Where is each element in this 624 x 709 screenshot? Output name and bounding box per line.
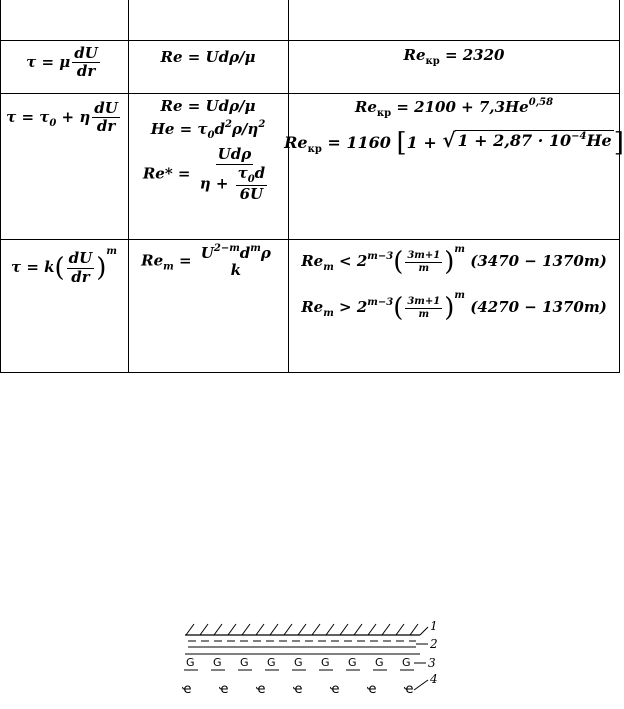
critical-reynolds-bingham-1: $Re_{кр} = 2100 + 7,3He^{0,58}$	[354, 97, 554, 119]
row3-reynolds	[128, 243, 288, 280]
row2-law	[0, 100, 128, 136]
svg-text:ҽ: ҽ	[330, 682, 340, 697]
svg-text:ҽ: ҽ	[182, 682, 192, 697]
reynolds-formula-2: Re = Udρ/μ	[160, 97, 256, 115]
svg-text:G: G	[375, 656, 384, 669]
header-cell-2	[128, 0, 288, 40]
hedstrom-formula: $He = \tau_0d^2\rho/\eta^2$	[150, 118, 266, 141]
svg-text:G: G	[240, 656, 249, 669]
critical-reynolds-formula: $Re_{кр} = 2320$	[403, 46, 505, 67]
turbulent-core	[182, 682, 413, 697]
row3-law	[0, 246, 128, 286]
svg-text:G: G	[348, 656, 357, 669]
power-law-reynolds-formula: $Re_m$ = $U^{2-m}d^m\rho$ k	[141, 243, 271, 280]
table-rule-bottom	[0, 372, 620, 373]
label-4: 4	[430, 672, 438, 686]
svg-text:ҽ: ҽ	[256, 682, 266, 697]
svg-text:G: G	[267, 656, 276, 669]
table-rule-2	[0, 93, 620, 94]
critical-reynolds-bingham-2: $Re_{кр} = 1160$ [1 + √ $1 + 2,87 \cdot 10^{-4}He$ ]	[284, 127, 624, 158]
svg-text:ҽ: ҽ	[219, 682, 229, 697]
flow-layers-svg	[0, 600, 620, 705]
table-rule-1	[0, 40, 620, 41]
critical-reynolds-power-lower: $Re_m < 2^{m-3}$( $\frac{3m+1}{m}$ )$^m$ (3470 − 1370m)	[301, 244, 607, 277]
modified-reynolds-formula: Re* = Udρ η + $\frac{\tau_0d}{6U}$	[142, 145, 266, 203]
flow-layers-diagram	[0, 600, 620, 705]
label-2: 2	[430, 637, 438, 651]
critical-reynolds-power-upper: $Re_m > 2^{m-3}$( $\frac{3m+1}{m}$ )$^m$ (4270 − 1370m)	[301, 290, 607, 323]
row2-critical	[284, 97, 624, 159]
row3-critical	[288, 244, 620, 325]
svg-text:ҽ: ҽ	[293, 682, 303, 697]
svg-text:G: G	[294, 656, 303, 669]
label-leaders	[414, 627, 428, 690]
power-law-formula: τ = k( $\frac{dU}{dr}$ )$^m$	[11, 246, 117, 286]
newtonian-law-formula: τ = μ $\frac{dU}{dr}$	[26, 44, 98, 81]
reynolds-formula: Re = Udρ/μ	[160, 48, 256, 66]
header-cell-1	[0, 0, 128, 40]
svg-text:G: G	[321, 656, 330, 669]
bingham-law-formula: $\tau = \tau_0 + \eta$ $\frac{dU}{dr}$	[6, 99, 118, 136]
transitional-layer	[184, 654, 420, 670]
svg-text:G: G	[186, 656, 195, 669]
laminar-sublayer	[188, 641, 416, 647]
table-rule-3	[0, 239, 620, 240]
svg-text:ҽ: ҽ	[367, 682, 377, 697]
row1-reynolds	[128, 48, 288, 67]
label-3: 3	[428, 656, 436, 670]
row2-params	[128, 97, 288, 203]
svg-text:G: G	[402, 656, 411, 669]
svg-text:G: G	[213, 656, 222, 669]
row1-law	[0, 45, 128, 81]
label-1: 1	[430, 619, 438, 633]
row1-critical	[288, 46, 620, 69]
header-cell-3	[288, 0, 620, 40]
wall-hatching	[186, 624, 418, 635]
svg-text:ҽ: ҽ	[404, 682, 414, 697]
